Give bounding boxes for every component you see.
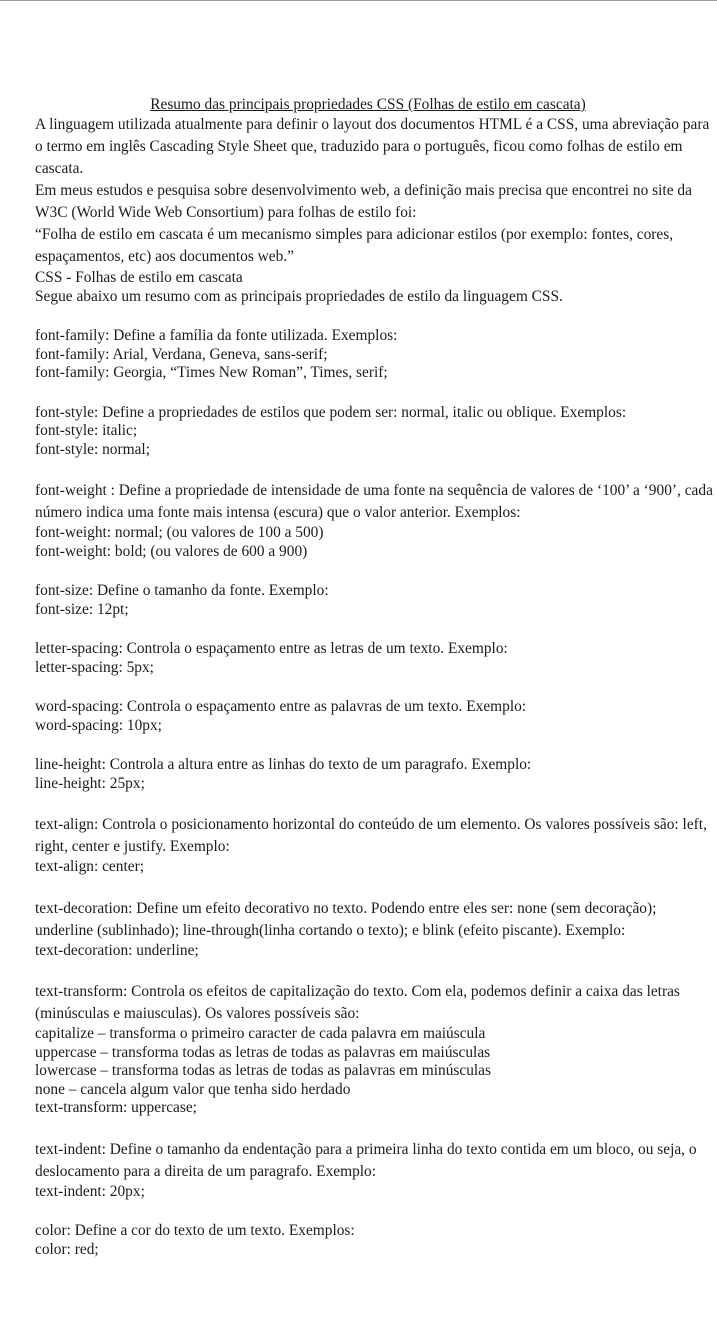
property-font-style bbox=[35, 404, 713, 460]
property-example: font-weight: normal; (ou valores de 100 a 500) bbox=[35, 524, 324, 541]
property-description: line-height: Controla a altura entre as linhas do texto de um paragrafo. Exemplo: bbox=[35, 756, 532, 773]
property-text-transform bbox=[35, 981, 713, 1118]
property-description: text-align: Controla o posicionamento horizontal do conteúdo de um elemento. Os valores possíveis são: left, right, center e justify. Exemplo: bbox=[35, 816, 707, 855]
property-example: font-family: Arial, Verdana, Geneva, sans-serif; bbox=[35, 345, 328, 363]
property-line-height bbox=[35, 756, 713, 793]
intro-paragraph: Em meus estudos e pesquisa sobre desenvolvimento web, a definição mais precisa que encontrei no site da W3C (World Wide Web Consortium) para folhas de estilo foi: bbox=[35, 182, 692, 221]
intro-quote: “Folha de estilo em cascata é um mecanismo simples para adicionar estilos (por exemplo: fontes, cores, espaçamentos, etc) aos documentos web.” bbox=[35, 226, 674, 265]
intro-section bbox=[35, 114, 713, 306]
document-title: Resumo das principais propriedades CSS (Folhas de estilo em cascata) bbox=[150, 96, 586, 113]
property-color bbox=[35, 1222, 713, 1259]
property-description: text-indent: Define o tamanho da endentação para a primeira linha do texto contida em um bloco, ou seja, o deslocamento para a direita de um paragrafo. Exemplo: bbox=[35, 1140, 697, 1180]
property-text-decoration bbox=[35, 898, 713, 961]
property-example: letter-spacing: 5px; bbox=[35, 658, 154, 676]
property-example: font-style: normal; bbox=[35, 440, 150, 458]
property-value-description: uppercase – transforma todas as letras de todas as palavras em maiúsculas bbox=[35, 1043, 491, 1061]
property-example: font-weight: bold; (ou valores de 600 a 900) bbox=[35, 542, 308, 560]
property-example: font-family: Georgia, “Times New Roman”, Times, serif; bbox=[35, 364, 388, 381]
property-description: text-transform: Controla os efeitos de capitalização do texto. Com ela, podemos definir a caixa das letras (minúsculas e maiusculas). Os valores possíveis são: bbox=[35, 983, 680, 1022]
intro-paragraph: CSS - Folhas de estilo em cascata bbox=[35, 269, 243, 286]
property-description: letter-spacing: Controla o espaçamento entre as letras de um texto. Exemplo: bbox=[35, 640, 508, 657]
property-description: font-family: Define a família da fonte utilizada. Exemplos: bbox=[35, 327, 398, 344]
property-text-indent bbox=[35, 1139, 713, 1202]
property-description: font-style: Define a propriedades de estilos que podem ser: normal, italic ou oblique. Exemplos: bbox=[35, 403, 627, 421]
property-value-description: capitalize – transforma o primeiro caracter de cada palavra em maiúscula bbox=[35, 1025, 486, 1042]
property-letter-spacing bbox=[35, 640, 713, 677]
property-example: text-transform: uppercase; bbox=[35, 1099, 197, 1116]
intro-paragraph: A linguagem utilizada atualmente para definir o layout dos documentos HTML é a CSS, uma abreviação para o termo em inglês Cascading Style Sheet que, traduzido para o português, ficou como folhas de estilo em cascata. bbox=[35, 116, 710, 177]
property-description: text-decoration: Define um efeito decorativo no texto. Podendo entre eles ser: none (sem decoração); underline (sublinhado); line-through(linha cortando o texto); e blink (efeito piscante). Exemplo: bbox=[35, 899, 657, 939]
property-example: word-spacing: 10px; bbox=[35, 716, 162, 734]
property-font-size bbox=[35, 582, 713, 619]
property-description: color: Define a cor do texto de um texto. Exemplos: bbox=[35, 1222, 355, 1239]
property-font-weight bbox=[35, 480, 713, 561]
property-description: word-spacing: Controla o espaçamento entre as palavras de um texto. Exemplo: bbox=[35, 698, 527, 715]
intro-paragraph: Segue abaixo um resumo com as principais propriedades de estilo da linguagem CSS. bbox=[35, 288, 563, 305]
property-example: text-decoration: underline; bbox=[35, 941, 199, 959]
property-description: font-weight : Define a propriedade de intensidade de uma fonte na sequência de valores de ‘100’ a ‘900’, cada número indica uma fonte mais intensa (escura) que o valor anterior. Exemplos: bbox=[35, 482, 713, 521]
document-body bbox=[35, 96, 713, 1259]
property-example: color: red; bbox=[35, 1240, 99, 1258]
property-example: line-height: 25px; bbox=[35, 774, 145, 792]
property-description: font-size: Define o tamanho da fonte. Exemplo: bbox=[35, 582, 329, 599]
property-value-description: none – cancela algum valor que tenha sido herdado bbox=[35, 1080, 351, 1098]
property-example: text-align: center; bbox=[35, 858, 144, 875]
property-example: font-size: 12pt; bbox=[35, 600, 129, 618]
property-value-description: lowercase – transforma todas as letras de todas as palavras em minúsculas bbox=[35, 1062, 492, 1079]
property-word-spacing bbox=[35, 698, 713, 735]
top-border-line bbox=[0, 0, 717, 1]
property-font-family bbox=[35, 327, 713, 383]
property-example: font-style: italic; bbox=[35, 422, 138, 439]
property-text-align bbox=[35, 814, 713, 877]
property-example: text-indent: 20px; bbox=[35, 1182, 145, 1200]
